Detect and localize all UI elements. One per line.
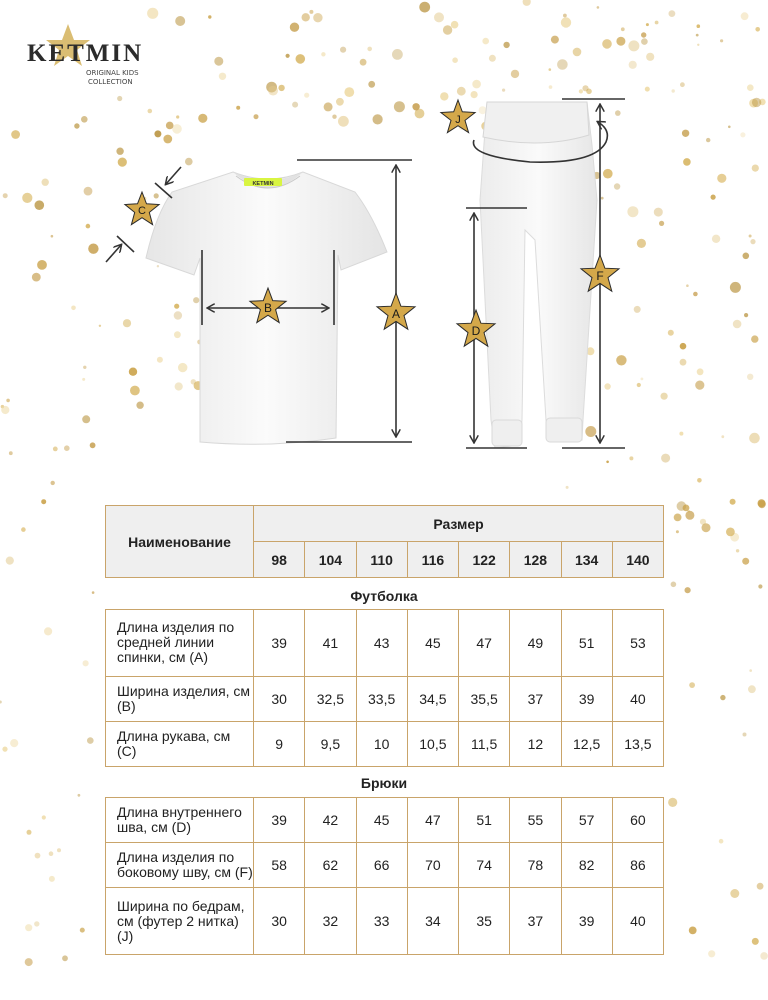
confetti-dot	[21, 527, 26, 532]
table-cell: 82	[561, 843, 612, 888]
confetti-dot	[0, 701, 2, 704]
row-label: Ширина изделия, см (В)	[106, 676, 254, 721]
row-label: Длина рукава, см (С)	[106, 721, 254, 766]
table-cell: 30	[254, 676, 305, 721]
table-cell: 9,5	[305, 721, 356, 766]
table-cell: 45	[356, 798, 407, 843]
table-row	[106, 721, 664, 766]
table-cell: 33,5	[356, 676, 407, 721]
confetti-dot	[41, 499, 46, 504]
table-cell: 12	[510, 721, 561, 766]
table-cell: 42	[305, 798, 356, 843]
brand-name: KETMIN	[27, 40, 144, 67]
confetti-dot	[720, 695, 725, 700]
confetti-dot	[760, 952, 768, 960]
table-cell: 39	[254, 610, 305, 677]
confetti-dot	[742, 558, 749, 565]
table-cell: 86	[612, 843, 663, 888]
confetti-dot	[689, 927, 697, 935]
table-cell: 60	[612, 798, 663, 843]
table-cell: 57	[561, 798, 612, 843]
table-cell: 78	[510, 843, 561, 888]
confetti-dot	[668, 798, 677, 807]
brand-tagline-1: ORIGINAL KIDS	[86, 69, 139, 77]
table-cell: 70	[407, 843, 458, 888]
marker-f-label: F	[596, 269, 604, 283]
table-cell: 37	[510, 888, 561, 955]
confetti-dot	[719, 839, 724, 844]
size-col-header: 134	[561, 542, 612, 578]
table-cell: 66	[356, 843, 407, 888]
confetti-dot	[57, 848, 61, 852]
tshirt-section-title: Футболка	[350, 588, 418, 604]
confetti-dot	[743, 733, 747, 737]
table-row	[106, 610, 664, 677]
confetti-dot	[83, 660, 89, 666]
size-col-header: 128	[510, 542, 561, 578]
table-cell: 53	[612, 610, 663, 677]
table-cell: 32,5	[305, 676, 356, 721]
table-row	[106, 888, 664, 955]
confetti-dot	[749, 669, 752, 672]
size-col-header: 116	[407, 542, 458, 578]
confetti-dot	[25, 958, 33, 966]
confetti-dot	[748, 685, 756, 693]
confetti-dot	[697, 478, 702, 483]
brand-logo	[27, 24, 143, 86]
row-label: Длина изделия по боковому шву, см (F)	[106, 843, 254, 888]
table-cell: 41	[305, 610, 356, 677]
table-cell: 47	[407, 798, 458, 843]
size-header: Размер	[254, 506, 664, 542]
confetti-dot	[671, 582, 677, 588]
confetti-dot	[726, 528, 735, 537]
confetti-dot	[34, 921, 39, 926]
table-cell: 35	[459, 888, 510, 955]
confetti-dot	[35, 853, 41, 859]
confetti-dot	[27, 830, 32, 835]
size-col-header: 104	[305, 542, 356, 578]
table-cell: 34,5	[407, 676, 458, 721]
confetti-dot	[80, 928, 85, 933]
table-cell: 12,5	[561, 721, 612, 766]
table-cell: 45	[407, 610, 458, 677]
size-col-header: 110	[356, 542, 407, 578]
confetti-dot	[49, 851, 54, 856]
table-cell: 55	[510, 798, 561, 843]
table-cell: 37	[510, 676, 561, 721]
marker-d-label: D	[471, 324, 481, 338]
marker-c-label: C	[138, 205, 146, 217]
row-label: Ширина по бедрам, см (футер 2 нитка) (J)	[106, 888, 254, 955]
confetti-dot	[566, 486, 569, 489]
pants-size-table	[105, 797, 664, 955]
pants-drawing	[480, 102, 597, 448]
table-cell: 39	[561, 676, 612, 721]
table-cell: 32	[305, 888, 356, 955]
confetti-dot	[752, 938, 759, 945]
table-cell: 43	[356, 610, 407, 677]
confetti-dot	[685, 511, 694, 520]
brand-tagline-2: COLLECTION	[88, 78, 133, 86]
table-row	[106, 843, 664, 888]
table-cell: 47	[459, 610, 510, 677]
tshirt-size-table	[105, 609, 664, 767]
table-cell: 74	[459, 843, 510, 888]
table-cell: 62	[305, 843, 356, 888]
confetti-dot	[708, 950, 715, 957]
confetti-dot	[62, 955, 68, 961]
name-header: Наименование	[106, 506, 254, 578]
confetti-dot	[42, 815, 46, 819]
table-cell: 11,5	[459, 721, 510, 766]
confetti-dot	[49, 876, 55, 882]
confetti-dot	[2, 747, 7, 752]
table-row	[106, 798, 664, 843]
table-cell: 9	[254, 721, 305, 766]
shirt-label: KETMIN	[252, 181, 274, 187]
size-header-table	[105, 505, 664, 578]
confetti-dot	[730, 499, 736, 505]
marker-c	[125, 192, 159, 225]
size-col-header: 98	[254, 542, 305, 578]
table-cell: 13,5	[612, 721, 663, 766]
confetti-dot	[758, 499, 766, 507]
table-cell: 30	[254, 888, 305, 955]
confetti-dot	[730, 889, 739, 898]
table-cell: 33	[356, 888, 407, 955]
confetti-dot	[25, 924, 32, 931]
confetti-dot	[736, 549, 739, 552]
confetti-dot	[51, 481, 55, 485]
confetti-dot	[757, 883, 764, 890]
size-col-header: 122	[459, 542, 510, 578]
confetti-dot	[683, 505, 690, 512]
row-label: Длина внутреннего шва, см (D)	[106, 798, 254, 843]
table-cell: 58	[254, 843, 305, 888]
table-cell: 51	[561, 610, 612, 677]
confetti-dot	[87, 737, 94, 744]
marker-j	[441, 100, 475, 133]
table-cell: 40	[612, 676, 663, 721]
marker-b-label: B	[263, 301, 273, 315]
pants-section-title: Брюки	[360, 775, 408, 791]
confetti-dot	[78, 794, 81, 797]
table-cell: 39	[254, 798, 305, 843]
confetti-dot	[689, 682, 695, 688]
confetti-dot	[702, 523, 711, 532]
table-row	[106, 676, 664, 721]
table-cell: 49	[510, 610, 561, 677]
garment-illustration	[0, 0, 768, 470]
table-cell: 35,5	[459, 676, 510, 721]
marker-j-label: J	[455, 114, 461, 126]
table-cell: 39	[561, 888, 612, 955]
confetti-dot	[676, 530, 679, 533]
confetti-dot	[6, 557, 14, 565]
confetti-dot	[10, 739, 18, 747]
table-cell: 10	[356, 721, 407, 766]
confetti-dot	[44, 627, 52, 635]
confetti-dot	[674, 514, 682, 522]
table-cell: 34	[407, 888, 458, 955]
row-label: Длина изделия по средней линии спинки, см (А)	[106, 610, 254, 677]
table-cell: 10,5	[407, 721, 458, 766]
size-col-header: 140	[612, 542, 663, 578]
table-cell: 40	[612, 888, 663, 955]
table-cell: 51	[459, 798, 510, 843]
marker-a-label: A	[391, 307, 401, 321]
